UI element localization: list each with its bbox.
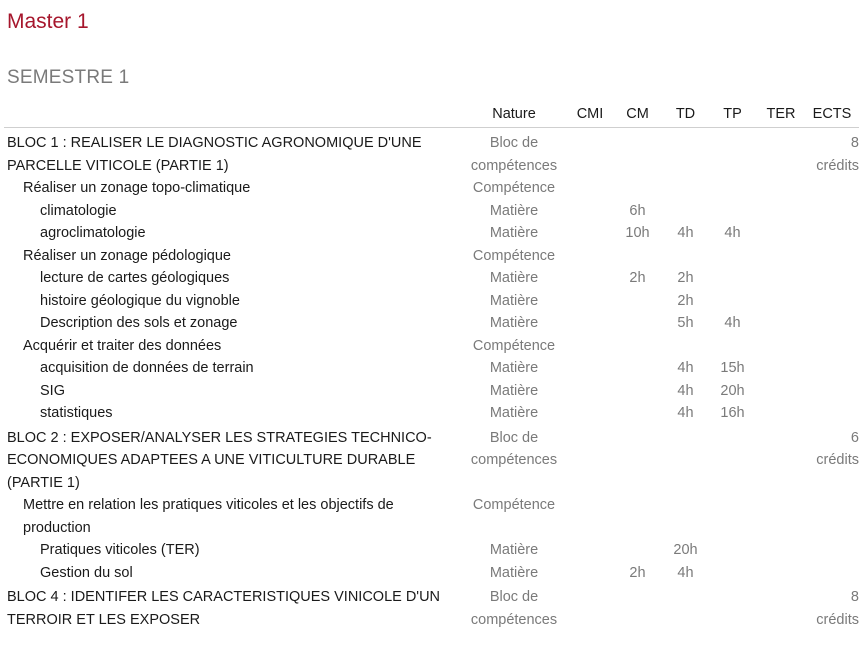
- cell-ects: [805, 539, 859, 562]
- cell-ects: [805, 267, 859, 290]
- cell-tp: [708, 562, 757, 585]
- cell-cm: [612, 402, 663, 425]
- cell-cmi: [568, 177, 612, 200]
- cell-cmi: [568, 222, 612, 245]
- cell-cm: [612, 128, 663, 178]
- cell-cmi: [568, 425, 612, 495]
- cell-td: 4h: [677, 225, 694, 241]
- header-cm: CM: [612, 101, 663, 128]
- cell-cmi: [568, 539, 612, 562]
- cell-ects: [805, 380, 859, 403]
- cell-cmi: [568, 584, 612, 631]
- cell-td: 4h: [677, 382, 694, 399]
- cell-label: Acquérir et traiter des données: [23, 337, 222, 354]
- cell-label: Description des sols et zonage: [40, 315, 238, 331]
- cell-ter: [757, 494, 805, 539]
- cell-cm: [612, 177, 663, 200]
- cell-td: 4h: [677, 360, 694, 376]
- cell-nature: Compétence: [472, 497, 556, 513]
- cell-label: acquisition de données de terrain: [40, 360, 254, 376]
- cell-cmi: [568, 290, 612, 313]
- cell-tp: 20h: [720, 382, 745, 399]
- cell-tp: [708, 335, 757, 358]
- cell-nature: Matière: [489, 405, 539, 421]
- cell-nature: Matière: [489, 292, 539, 309]
- cell-nature: Compétence: [472, 337, 556, 354]
- cell-td: [663, 128, 708, 178]
- cell-nature: Matière: [489, 315, 539, 331]
- cell-cmi: [568, 312, 612, 335]
- cell-label: Pratiques viticoles (TER): [40, 542, 200, 558]
- cell-label: Réaliser un zonage topo-climatique: [23, 180, 251, 196]
- cell-cmi: [568, 335, 612, 358]
- cell-ter: [757, 562, 805, 585]
- cell-ter: [757, 357, 805, 380]
- cell-cm: [612, 335, 663, 358]
- cell-tp: [708, 425, 757, 495]
- cell-cmi: [568, 380, 612, 403]
- header-tp: TP: [708, 101, 757, 128]
- cell-cmi: [568, 200, 612, 223]
- header-td: TD: [663, 101, 708, 128]
- matiere-row: [4, 222, 859, 245]
- cell-cm: [612, 425, 663, 495]
- cell-label: Réaliser un zonage pédologique: [23, 247, 231, 264]
- bloc-row: [4, 128, 859, 178]
- competence-row: [4, 335, 859, 358]
- matiere-row: [4, 267, 859, 290]
- cell-ter: [757, 177, 805, 200]
- bloc-row: [4, 584, 859, 631]
- cell-nature: Bloc de compétences: [470, 589, 558, 628]
- cell-nature: Matière: [489, 270, 539, 286]
- cell-ter: [757, 222, 805, 245]
- matiere-row: [4, 562, 859, 585]
- matiere-row: [4, 200, 859, 223]
- cell-ter: [757, 584, 805, 631]
- cell-ter: [757, 539, 805, 562]
- cell-tp: 15h: [720, 360, 745, 376]
- header-nature: Nature: [460, 101, 568, 128]
- competence-row: [4, 245, 859, 268]
- cell-ter: [757, 290, 805, 313]
- cell-ter: [757, 128, 805, 178]
- cell-td: 20h: [673, 542, 698, 558]
- semester-title: SEMESTRE 1: [7, 67, 130, 88]
- cell-td: [663, 200, 708, 223]
- cell-ects: [805, 357, 859, 380]
- cell-cmi: [568, 562, 612, 585]
- cell-cm: [612, 584, 663, 631]
- table-body: [4, 128, 859, 632]
- cell-cmi: [568, 267, 612, 290]
- cell-tp: [708, 245, 757, 268]
- header-cmi: CMI: [568, 101, 612, 128]
- cell-ects: [805, 402, 859, 425]
- cell-nature: Matière: [489, 202, 539, 219]
- cell-ter: [757, 312, 805, 335]
- cell-label: BLOC 1 : REALISER LE DIAGNOSTIC AGRONOMIQUE D'UNE PARCELLE VITICOLE (PARTIE 1): [7, 135, 422, 174]
- cell-td: 2h: [677, 292, 694, 309]
- cell-tp: 4h: [724, 225, 741, 241]
- cell-label: BLOC 4 : IDENTIFER LES CARACTERISTIQUES VINICOLE D'UN TERROIR ET LES EXPOSER: [7, 589, 441, 628]
- cell-td: [663, 584, 708, 631]
- cell-ects: [805, 290, 859, 313]
- cell-nature: Matière: [489, 360, 539, 376]
- cell-ects: [805, 335, 859, 358]
- cell-nature: Matière: [489, 225, 539, 241]
- cell-tp: [708, 267, 757, 290]
- cell-tp: [708, 584, 757, 631]
- cell-tp: [708, 177, 757, 200]
- cell-td: 4h: [677, 564, 694, 581]
- cell-td: [663, 425, 708, 495]
- cell-cmi: [568, 402, 612, 425]
- matiere-row: [4, 539, 859, 562]
- cell-cm: [612, 380, 663, 403]
- cell-td: 2h: [677, 270, 694, 286]
- cell-nature: Bloc de compétences: [470, 135, 558, 174]
- matiere-row: [4, 357, 859, 380]
- cell-ects: [805, 200, 859, 223]
- cell-cm: [612, 539, 663, 562]
- curriculum-table: [4, 101, 859, 631]
- bloc-row: [4, 425, 859, 495]
- cell-ects: 8 crédits: [816, 135, 859, 174]
- cell-ter: [757, 425, 805, 495]
- cell-ects: [805, 312, 859, 335]
- cell-label: lecture de cartes géologiques: [40, 270, 230, 286]
- cell-tp: [708, 290, 757, 313]
- cell-cmi: [568, 357, 612, 380]
- cell-tp: [708, 128, 757, 178]
- cell-cmi: [568, 494, 612, 539]
- cell-cmi: [568, 245, 612, 268]
- cell-ter: [757, 380, 805, 403]
- cell-cm: [612, 245, 663, 268]
- cell-tp: [708, 494, 757, 539]
- cell-cmi: [568, 128, 612, 178]
- cell-nature: Matière: [489, 564, 539, 581]
- header-ter: TER: [757, 101, 805, 128]
- cell-label: SIG: [40, 382, 65, 399]
- cell-td: 4h: [677, 405, 694, 421]
- cell-cm: 6h: [629, 202, 646, 219]
- cell-nature: Bloc de compétences: [470, 429, 558, 468]
- cell-cm: 2h: [629, 564, 646, 581]
- cell-td: [663, 335, 708, 358]
- cell-ects: 6 crédits: [816, 429, 859, 468]
- cell-td: [663, 245, 708, 268]
- cell-cm: [612, 494, 663, 539]
- cell-tp: 4h: [724, 315, 741, 331]
- header-ects: ECTS: [805, 101, 859, 128]
- header-label: [4, 101, 460, 128]
- cell-tp: [708, 200, 757, 223]
- cell-nature: Compétence: [472, 180, 556, 196]
- cell-ter: [757, 200, 805, 223]
- cell-cm: [612, 312, 663, 335]
- cell-cm: [612, 357, 663, 380]
- cell-ects: [805, 222, 859, 245]
- matiere-row: [4, 402, 859, 425]
- cell-label: Mettre en relation les pratiques viticoles et les objectifs de production: [23, 497, 394, 536]
- cell-cm: 2h: [629, 270, 646, 286]
- cell-cm: 10h: [625, 225, 650, 241]
- cell-nature: Matière: [489, 542, 539, 558]
- cell-ter: [757, 402, 805, 425]
- matiere-row: [4, 312, 859, 335]
- cell-td: [663, 177, 708, 200]
- page-title: Master 1: [7, 10, 89, 33]
- table-header: [4, 101, 859, 128]
- cell-ter: [757, 245, 805, 268]
- cell-label: statistiques: [40, 405, 113, 421]
- cell-label: agroclimatologie: [40, 225, 146, 241]
- cell-ects: [805, 494, 859, 539]
- cell-td: [663, 494, 708, 539]
- cell-tp: [708, 539, 757, 562]
- cell-td: 5h: [677, 315, 694, 331]
- cell-ects: [805, 562, 859, 585]
- cell-ects: [805, 177, 859, 200]
- competence-row: [4, 177, 859, 200]
- cell-label: BLOC 2 : EXPOSER/ANALYSER LES STRATEGIES TECHNICO-ECONOMIQUES ADAPTEES A UNE VITICULTURE DURABLE (PARTIE 1): [7, 429, 432, 491]
- cell-nature: Matière: [489, 382, 539, 399]
- cell-label: histoire géologique du vignoble: [40, 292, 240, 309]
- cell-cm: [612, 290, 663, 313]
- cell-label: climatologie: [40, 202, 117, 219]
- cell-label: Gestion du sol: [40, 564, 133, 581]
- cell-ter: [757, 267, 805, 290]
- cell-nature: Compétence: [472, 247, 556, 264]
- matiere-row: [4, 380, 859, 403]
- cell-ects: [805, 245, 859, 268]
- cell-tp: 16h: [720, 405, 745, 421]
- matiere-row: [4, 290, 859, 313]
- cell-ects: 8 crédits: [816, 589, 859, 628]
- cell-ter: [757, 335, 805, 358]
- competence-row: [4, 494, 859, 539]
